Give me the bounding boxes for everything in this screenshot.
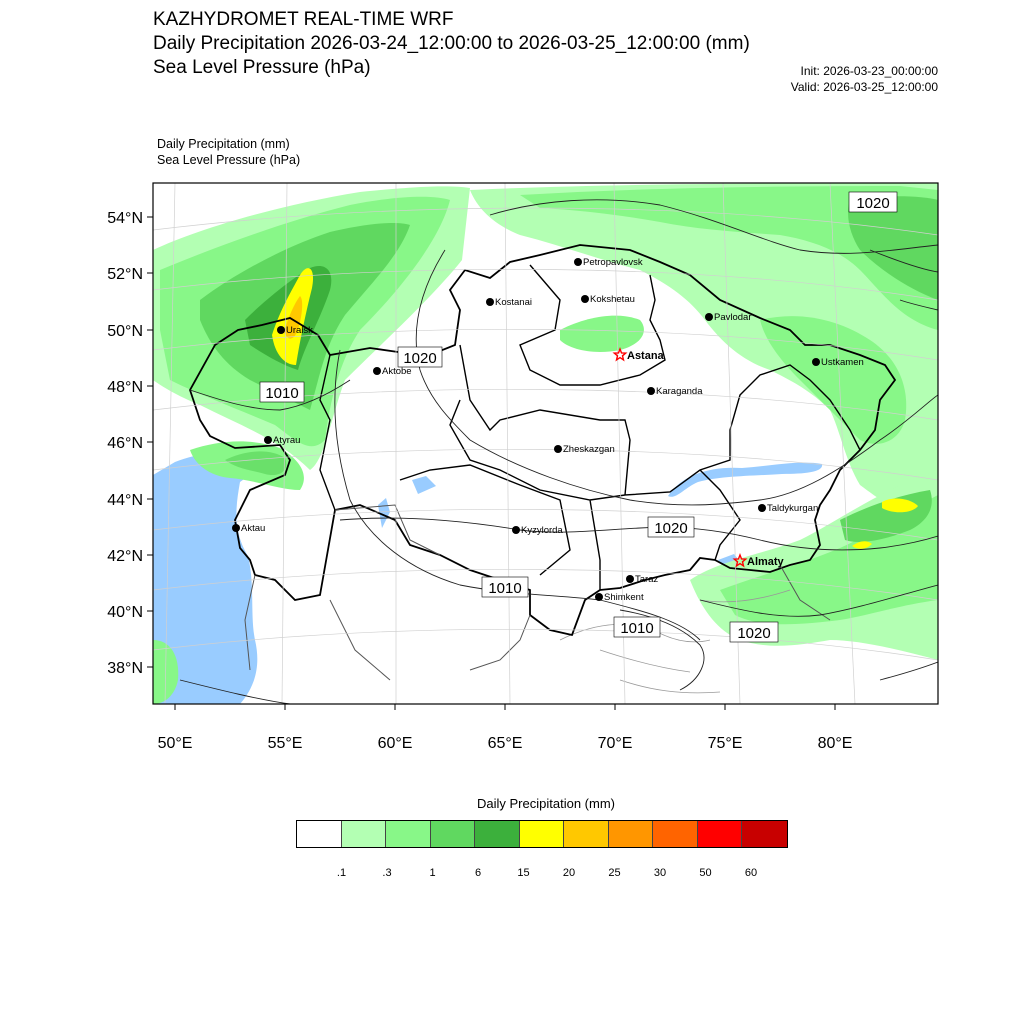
lon-label: 60°E — [377, 735, 413, 752]
title-line-1: KAZHYDROMET REAL-TIME WRF — [153, 9, 454, 30]
colorbar-swatch — [386, 821, 431, 847]
city-label: Petropavlovsk — [583, 257, 643, 268]
title-line-3: Sea Level Pressure (hPa) — [153, 57, 371, 78]
lon-label: 75°E — [707, 735, 743, 752]
city-label: Aktau — [241, 523, 266, 534]
city-label: Uralsk — [286, 325, 313, 336]
city-dot-icon — [232, 524, 240, 532]
city-label: Ustkamen — [821, 357, 864, 368]
valid-time: Valid: 2026-03-25_12:00:00 — [790, 80, 938, 94]
colorbar-tick-label: 6 — [474, 867, 482, 879]
city-label: Taldykurgan — [767, 503, 819, 514]
lat-label: 42°N — [107, 548, 143, 565]
title-line-2: Daily Precipitation 2026-03-24_12:00:00 to 2026-03-25_12:00:00 (mm) — [153, 33, 750, 54]
city-dot-icon — [574, 258, 582, 266]
city-label: Kokshetau — [590, 294, 635, 305]
init-time: Init: 2026-03-23_00:00:00 — [800, 64, 938, 78]
colorbar-tick-label: 50 — [699, 867, 712, 879]
lat-label: 52°N — [107, 266, 143, 283]
city-dot-icon — [626, 575, 634, 583]
city-label: Zheskazgan — [563, 444, 615, 455]
lat-label: 48°N — [107, 379, 143, 396]
city-label: Aktobe — [382, 366, 412, 377]
isobar-label-1020-ne — [849, 192, 897, 212]
colorbar-swatch — [475, 821, 520, 847]
svg-text:1020: 1020 — [737, 625, 771, 642]
colorbar-swatch — [342, 821, 387, 847]
city-label: Pavlodar — [714, 312, 752, 323]
colorbar-swatch — [431, 821, 476, 847]
city-dot-icon — [758, 504, 766, 512]
colorbar-swatch — [653, 821, 698, 847]
city-label: Karaganda — [656, 386, 703, 397]
city-label: Kostanai — [495, 297, 532, 308]
colorbar-swatch — [520, 821, 565, 847]
city-dot-icon — [373, 367, 381, 375]
colorbar-swatch — [698, 821, 743, 847]
colorbar-swatch — [742, 821, 787, 847]
colorbar-tick-label: 1 — [429, 867, 436, 879]
city-label: Atyrau — [273, 435, 301, 446]
colorbar-swatch — [564, 821, 609, 847]
city-dot-icon — [705, 313, 713, 321]
colorbar-tick-label: 20 — [562, 867, 576, 879]
colorbar-title: Daily Precipitation (mm) — [477, 796, 615, 811]
colorbar-tick-label: 60 — [744, 867, 758, 879]
isobar-label-1010-nw — [260, 382, 304, 402]
svg-text:1020: 1020 — [403, 350, 437, 367]
city-dot-icon — [581, 295, 589, 303]
svg-text:1020: 1020 — [856, 195, 890, 212]
capital-label: Astana — [627, 350, 664, 362]
city-label: Shimkent — [604, 592, 644, 603]
lat-label: 50°N — [107, 323, 143, 340]
map-fields — [153, 183, 938, 704]
colorbar-swatch — [297, 821, 342, 847]
lon-label: 70°E — [597, 735, 633, 752]
city-label: Kyzylorda — [521, 525, 563, 536]
lat-label: 54°N — [107, 210, 143, 227]
field-label-precip: Daily Precipitation (mm) — [157, 137, 290, 151]
lon-label: 50°E — [157, 735, 193, 752]
city-dot-icon — [647, 387, 655, 395]
city-dot-icon — [554, 445, 562, 453]
isobar-label-1010-se — [614, 617, 660, 637]
lat-label: 40°N — [107, 604, 143, 621]
capital-label: Almaty — [747, 556, 784, 568]
isobar-label-1020-se — [730, 622, 778, 642]
colorbar-tick-label: .1 — [336, 867, 347, 879]
lon-label: 80°E — [817, 735, 853, 752]
lat-label: 46°N — [107, 435, 143, 452]
isobar-label-1020-n — [398, 347, 442, 367]
city-dot-icon — [595, 593, 603, 601]
isobar-label-1010-s — [482, 577, 528, 597]
colorbar-tick-label: 25 — [608, 867, 621, 879]
city-dot-icon — [512, 526, 520, 534]
lon-label: 55°E — [267, 735, 303, 752]
isobar-label-1020-c — [648, 517, 694, 537]
svg-text:1010: 1010 — [265, 385, 299, 402]
lat-label: 44°N — [107, 492, 143, 509]
city-dot-icon — [812, 358, 820, 366]
city-dot-icon — [277, 326, 285, 334]
colorbar-swatch — [609, 821, 654, 847]
city-dot-icon — [264, 436, 272, 444]
lat-label: 38°N — [107, 660, 143, 677]
field-label-pressure: Sea Level Pressure (hPa) — [157, 153, 301, 167]
svg-text:1020: 1020 — [654, 520, 688, 537]
colorbar-tick-label: .3 — [382, 867, 392, 879]
city-dot-icon — [486, 298, 494, 306]
svg-text:1010: 1010 — [488, 580, 522, 597]
lon-label: 65°E — [487, 735, 523, 752]
city-label: Taraz — [635, 574, 659, 585]
colorbar — [296, 820, 788, 848]
colorbar-tick-label: 30 — [653, 867, 667, 879]
svg-text:1010: 1010 — [620, 620, 654, 637]
colorbar-tick-label: 15 — [517, 867, 530, 879]
